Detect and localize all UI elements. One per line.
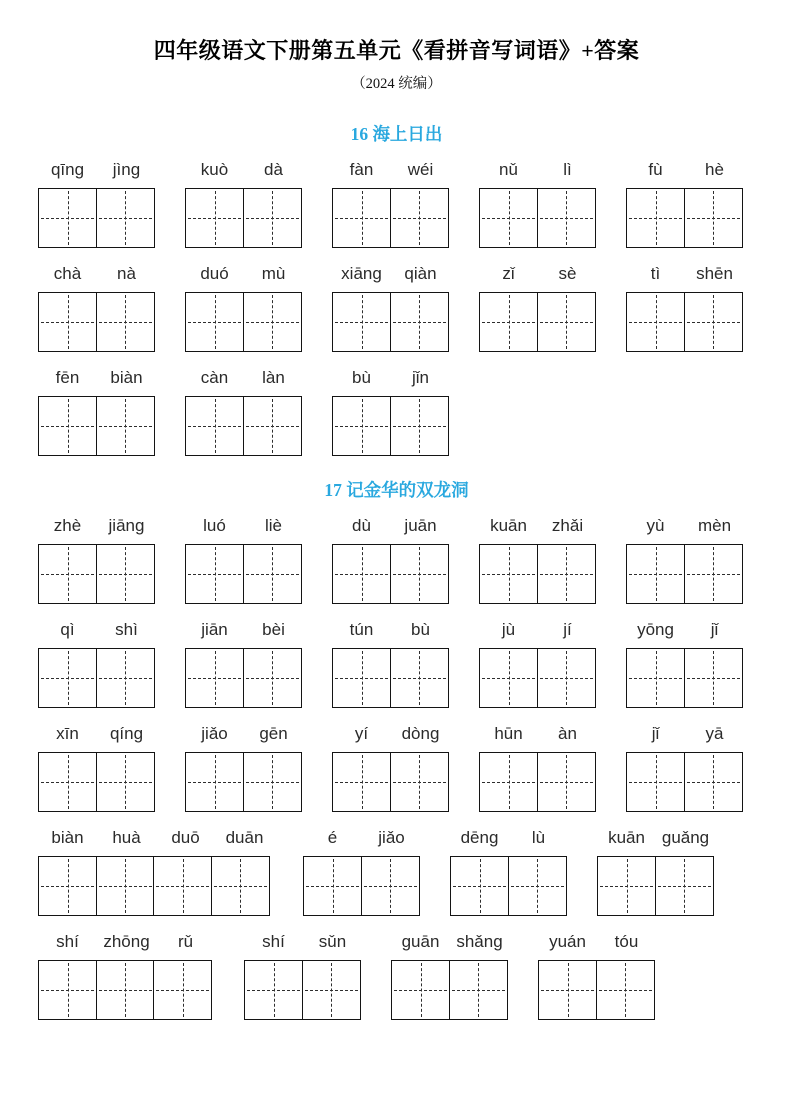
writing-box	[38, 188, 97, 248]
word-group	[626, 264, 744, 352]
worksheet-section	[0, 477, 793, 1020]
pinyin-row	[185, 724, 303, 744]
section-heading: 17 记金华的双龙洞	[324, 480, 469, 500]
pinyin-syllable: dù	[352, 516, 371, 535]
pinyin-syllable: shēn	[696, 264, 733, 283]
pinyin-syllable: làn	[262, 368, 285, 387]
pinyin-syllable: wéi	[407, 160, 434, 179]
writing-box	[243, 188, 302, 248]
pinyin-row	[538, 932, 656, 952]
writing-box	[626, 292, 685, 352]
pinyin-syllable: jiǎo	[378, 828, 405, 847]
pinyin-row	[38, 368, 156, 388]
word-row	[0, 932, 793, 1020]
pinyin-syllable: yù	[646, 516, 665, 535]
writing-box	[153, 856, 212, 916]
pinyin-syllable: shí	[262, 932, 285, 951]
writing-box	[244, 960, 303, 1020]
word-group	[332, 368, 450, 456]
word-group	[626, 160, 744, 248]
pinyin-syllable: jiǎo	[201, 724, 228, 743]
pinyin-syllable: fàn	[349, 160, 374, 179]
word-group	[303, 828, 421, 916]
writing-box	[302, 960, 361, 1020]
word-group	[626, 516, 744, 604]
pinyin-row	[38, 932, 215, 952]
word-group	[626, 620, 744, 708]
pinyin-syllable: liè	[264, 516, 282, 535]
pinyin-syllable: qíng	[109, 724, 144, 743]
boxes-row	[38, 396, 156, 456]
pinyin-syllable: yuán	[549, 932, 586, 951]
writing-box	[537, 752, 596, 812]
boxes-row	[185, 292, 303, 352]
writing-box	[243, 544, 302, 604]
writing-box	[479, 544, 538, 604]
word-group	[332, 264, 450, 352]
pinyin-syllable: kuò	[200, 160, 229, 179]
word-group	[332, 620, 450, 708]
boxes-row	[38, 188, 156, 248]
boxes-row	[626, 292, 744, 352]
pinyin-syllable: nà	[117, 264, 136, 283]
boxes-row	[38, 752, 156, 812]
writing-box	[390, 188, 449, 248]
pinyin-syllable: guǎng	[661, 828, 710, 847]
pinyin-syllable: jǐ	[651, 724, 660, 743]
boxes-row	[38, 648, 156, 708]
section-rows	[0, 160, 793, 456]
writing-box	[211, 856, 270, 916]
pinyin-syllable: qīng	[50, 160, 85, 179]
pinyin-syllable: qiàn	[404, 264, 437, 283]
writing-box	[243, 752, 302, 812]
writing-box	[96, 544, 155, 604]
pinyin-syllable: yí	[354, 724, 369, 743]
pinyin-syllable: é	[327, 828, 338, 847]
writing-box	[96, 752, 155, 812]
word-group	[38, 160, 156, 248]
pinyin-syllable: dòng	[401, 724, 440, 743]
page-subtitle: （2024 统编）	[351, 76, 442, 92]
writing-box	[332, 544, 391, 604]
writing-box	[626, 752, 685, 812]
pinyin-syllable: kuān	[608, 828, 645, 847]
word-row	[0, 828, 793, 916]
boxes-row	[185, 752, 303, 812]
writing-box	[38, 292, 97, 352]
writing-box	[96, 856, 155, 916]
boxes-row	[38, 292, 156, 352]
writing-box	[390, 544, 449, 604]
word-group	[538, 932, 656, 1020]
pinyin-row	[626, 516, 744, 536]
boxes-row	[391, 960, 509, 1020]
pinyin-syllable: duān	[225, 828, 264, 847]
pinyin-row	[38, 828, 274, 848]
pinyin-syllable: luó	[203, 516, 226, 535]
pinyin-syllable: bèi	[262, 620, 285, 639]
word-group	[626, 724, 744, 812]
pinyin-syllable: zhōng	[103, 932, 150, 951]
writing-box	[38, 960, 97, 1020]
boxes-row	[185, 188, 303, 248]
pinyin-syllable: zhè	[53, 516, 82, 535]
word-group	[185, 620, 303, 708]
writing-box	[185, 648, 244, 708]
pinyin-row	[185, 264, 303, 284]
pinyin-row	[38, 264, 156, 284]
writing-box	[655, 856, 714, 916]
writing-box	[96, 188, 155, 248]
word-group	[479, 724, 597, 812]
pinyin-row	[626, 620, 744, 640]
writing-box	[185, 188, 244, 248]
pinyin-syllable: jìng	[112, 160, 141, 179]
boxes-row	[626, 648, 744, 708]
writing-box	[596, 960, 655, 1020]
pinyin-syllable: jǐn	[411, 368, 429, 387]
writing-box	[479, 648, 538, 708]
pinyin-syllable: hè	[705, 160, 724, 179]
boxes-row	[185, 544, 303, 604]
pinyin-syllable: sè	[558, 264, 577, 283]
word-group	[185, 160, 303, 248]
writing-box	[185, 544, 244, 604]
pinyin-row	[332, 724, 450, 744]
page-title: 四年级语文下册第五单元《看拼音写词语》+答案	[153, 38, 640, 63]
pinyin-syllable: jiān	[201, 620, 228, 639]
pinyin-syllable: biàn	[51, 828, 84, 847]
pinyin-syllable: rǔ	[177, 932, 194, 951]
boxes-row	[38, 856, 274, 916]
pinyin-row	[38, 160, 156, 180]
pinyin-syllable: mèn	[697, 516, 732, 535]
boxes-row	[626, 752, 744, 812]
pinyin-row	[38, 724, 156, 744]
pinyin-row	[38, 620, 156, 640]
pinyin-row	[332, 160, 450, 180]
writing-box	[537, 188, 596, 248]
pinyin-syllable: dà	[264, 160, 283, 179]
pinyin-syllable: hūn	[494, 724, 523, 743]
boxes-row	[479, 544, 597, 604]
pinyin-row	[185, 516, 303, 536]
writing-box	[185, 752, 244, 812]
pinyin-syllable: xiāng	[341, 264, 382, 283]
writing-box	[450, 856, 509, 916]
writing-box	[185, 396, 244, 456]
boxes-row	[185, 396, 303, 456]
pinyin-row	[626, 724, 744, 744]
boxes-row	[244, 960, 362, 1020]
pinyin-syllable: jí	[563, 620, 572, 639]
pinyin-row	[479, 620, 597, 640]
writing-box	[332, 292, 391, 352]
pinyin-row	[479, 724, 597, 744]
pinyin-syllable: àn	[558, 724, 577, 743]
writing-box	[96, 960, 155, 1020]
pinyin-row	[450, 828, 568, 848]
pinyin-syllable: tún	[349, 620, 374, 639]
pinyin-syllable: càn	[200, 368, 229, 387]
writing-box	[390, 292, 449, 352]
writing-box	[38, 544, 97, 604]
writing-box	[243, 292, 302, 352]
pinyin-syllable: shí	[56, 932, 79, 951]
writing-box	[684, 752, 743, 812]
writing-box	[38, 856, 97, 916]
writing-box	[243, 648, 302, 708]
pinyin-row	[332, 516, 450, 536]
boxes-row	[450, 856, 568, 916]
word-group	[185, 724, 303, 812]
word-group	[185, 516, 303, 604]
writing-box	[332, 752, 391, 812]
section-rows	[0, 516, 793, 1020]
boxes-row	[626, 544, 744, 604]
boxes-row	[38, 960, 215, 1020]
pinyin-syllable: jiāng	[108, 516, 145, 535]
writing-box	[626, 648, 685, 708]
pinyin-row	[38, 516, 156, 536]
pinyin-syllable: yōng	[637, 620, 674, 639]
pinyin-syllable: tì	[650, 264, 661, 283]
pinyin-row	[626, 264, 744, 284]
pinyin-row	[185, 160, 303, 180]
writing-box	[332, 648, 391, 708]
boxes-row	[332, 292, 450, 352]
writing-box	[538, 960, 597, 1020]
writing-box	[626, 188, 685, 248]
word-row	[0, 160, 793, 248]
writing-box	[479, 292, 538, 352]
word-group	[332, 160, 450, 248]
writing-box	[626, 544, 685, 604]
word-row	[0, 368, 793, 456]
boxes-row	[479, 188, 597, 248]
pinyin-syllable: tóu	[614, 932, 639, 951]
word-group	[38, 828, 274, 916]
pinyin-syllable: gēn	[259, 724, 288, 743]
pinyin-syllable: guān	[401, 932, 440, 951]
pinyin-syllable: duó	[200, 264, 229, 283]
pinyin-row	[626, 160, 744, 180]
boxes-row	[626, 188, 744, 248]
writing-box	[96, 292, 155, 352]
boxes-row	[332, 396, 450, 456]
word-group	[450, 828, 568, 916]
worksheet-page	[0, 34, 793, 1020]
boxes-row	[303, 856, 421, 916]
pinyin-syllable: shì	[115, 620, 138, 639]
writing-box	[390, 648, 449, 708]
word-group	[479, 620, 597, 708]
worksheet-section	[0, 121, 793, 456]
writing-box	[479, 752, 538, 812]
pinyin-syllable: chà	[53, 264, 82, 283]
word-group	[38, 620, 156, 708]
word-row	[0, 620, 793, 708]
pinyin-syllable: yā	[705, 724, 724, 743]
word-group	[38, 368, 156, 456]
boxes-row	[538, 960, 656, 1020]
pinyin-syllable: zǐ	[502, 264, 515, 283]
word-row	[0, 516, 793, 604]
writing-box	[390, 752, 449, 812]
writing-box	[185, 292, 244, 352]
pinyin-row	[332, 620, 450, 640]
word-group	[332, 724, 450, 812]
writing-box	[508, 856, 567, 916]
word-group	[38, 516, 156, 604]
writing-box	[390, 396, 449, 456]
boxes-row	[38, 544, 156, 604]
word-group	[597, 828, 715, 916]
pinyin-syllable: mù	[261, 264, 286, 283]
writing-box	[96, 396, 155, 456]
pinyin-row	[185, 620, 303, 640]
pinyin-row	[332, 264, 450, 284]
writing-box	[684, 292, 743, 352]
pinyin-syllable: fēn	[55, 368, 80, 387]
pinyin-syllable: duō	[171, 828, 200, 847]
pinyin-row	[479, 264, 597, 284]
writing-box	[537, 292, 596, 352]
writing-box	[332, 188, 391, 248]
pinyin-syllable: qì	[60, 620, 75, 639]
pinyin-syllable: xīn	[56, 724, 79, 743]
writing-box	[303, 856, 362, 916]
word-group	[479, 160, 597, 248]
pinyin-syllable: bù	[411, 620, 430, 639]
boxes-row	[332, 752, 450, 812]
writing-box	[391, 960, 450, 1020]
word-group	[185, 264, 303, 352]
boxes-row	[185, 648, 303, 708]
boxes-row	[479, 292, 597, 352]
pinyin-row	[303, 828, 421, 848]
word-group	[38, 264, 156, 352]
pinyin-syllable: dēng	[460, 828, 499, 847]
pinyin-syllable: bù	[352, 368, 371, 387]
section-heading: 16 海上日出	[350, 124, 443, 144]
pinyin-syllable: jù	[501, 620, 516, 639]
pinyin-syllable: juān	[404, 516, 437, 535]
writing-box	[449, 960, 508, 1020]
pinyin-syllable: sǔn	[318, 932, 347, 951]
writing-box	[479, 188, 538, 248]
word-group	[38, 724, 156, 812]
pinyin-syllable: shǎng	[456, 932, 503, 951]
word-group	[244, 932, 362, 1020]
pinyin-row	[244, 932, 362, 952]
pinyin-row	[332, 368, 450, 388]
writing-box	[243, 396, 302, 456]
writing-box	[684, 188, 743, 248]
writing-box	[153, 960, 212, 1020]
pinyin-syllable: kuān	[490, 516, 527, 535]
writing-box	[332, 396, 391, 456]
pinyin-syllable: nǔ	[499, 160, 518, 179]
boxes-row	[332, 648, 450, 708]
writing-box	[537, 544, 596, 604]
pinyin-syllable: lù	[531, 828, 546, 847]
word-group	[479, 264, 597, 352]
word-group	[38, 932, 215, 1020]
pinyin-row	[597, 828, 715, 848]
word-group	[479, 516, 597, 604]
writing-box	[597, 856, 656, 916]
pinyin-syllable: huà	[112, 828, 141, 847]
pinyin-syllable: zhǎi	[551, 516, 584, 535]
writing-box	[537, 648, 596, 708]
word-row	[0, 724, 793, 812]
boxes-row	[479, 648, 597, 708]
boxes-row	[332, 544, 450, 604]
word-row	[0, 264, 793, 352]
pinyin-syllable: lì	[563, 160, 572, 179]
writing-box	[38, 648, 97, 708]
word-group	[185, 368, 303, 456]
writing-box	[96, 648, 155, 708]
writing-box	[38, 396, 97, 456]
pinyin-row	[185, 368, 303, 388]
writing-box	[684, 648, 743, 708]
writing-box	[684, 544, 743, 604]
writing-box	[361, 856, 420, 916]
word-group	[391, 932, 509, 1020]
worksheet-body	[0, 121, 793, 1020]
boxes-row	[479, 752, 597, 812]
pinyin-syllable: jǐ	[710, 620, 719, 639]
boxes-row	[597, 856, 715, 916]
pinyin-row	[391, 932, 509, 952]
writing-box	[38, 752, 97, 812]
boxes-row	[332, 188, 450, 248]
pinyin-row	[479, 160, 597, 180]
pinyin-syllable: biàn	[110, 368, 143, 387]
pinyin-syllable: fù	[648, 160, 663, 179]
word-group	[332, 516, 450, 604]
pinyin-row	[479, 516, 597, 536]
